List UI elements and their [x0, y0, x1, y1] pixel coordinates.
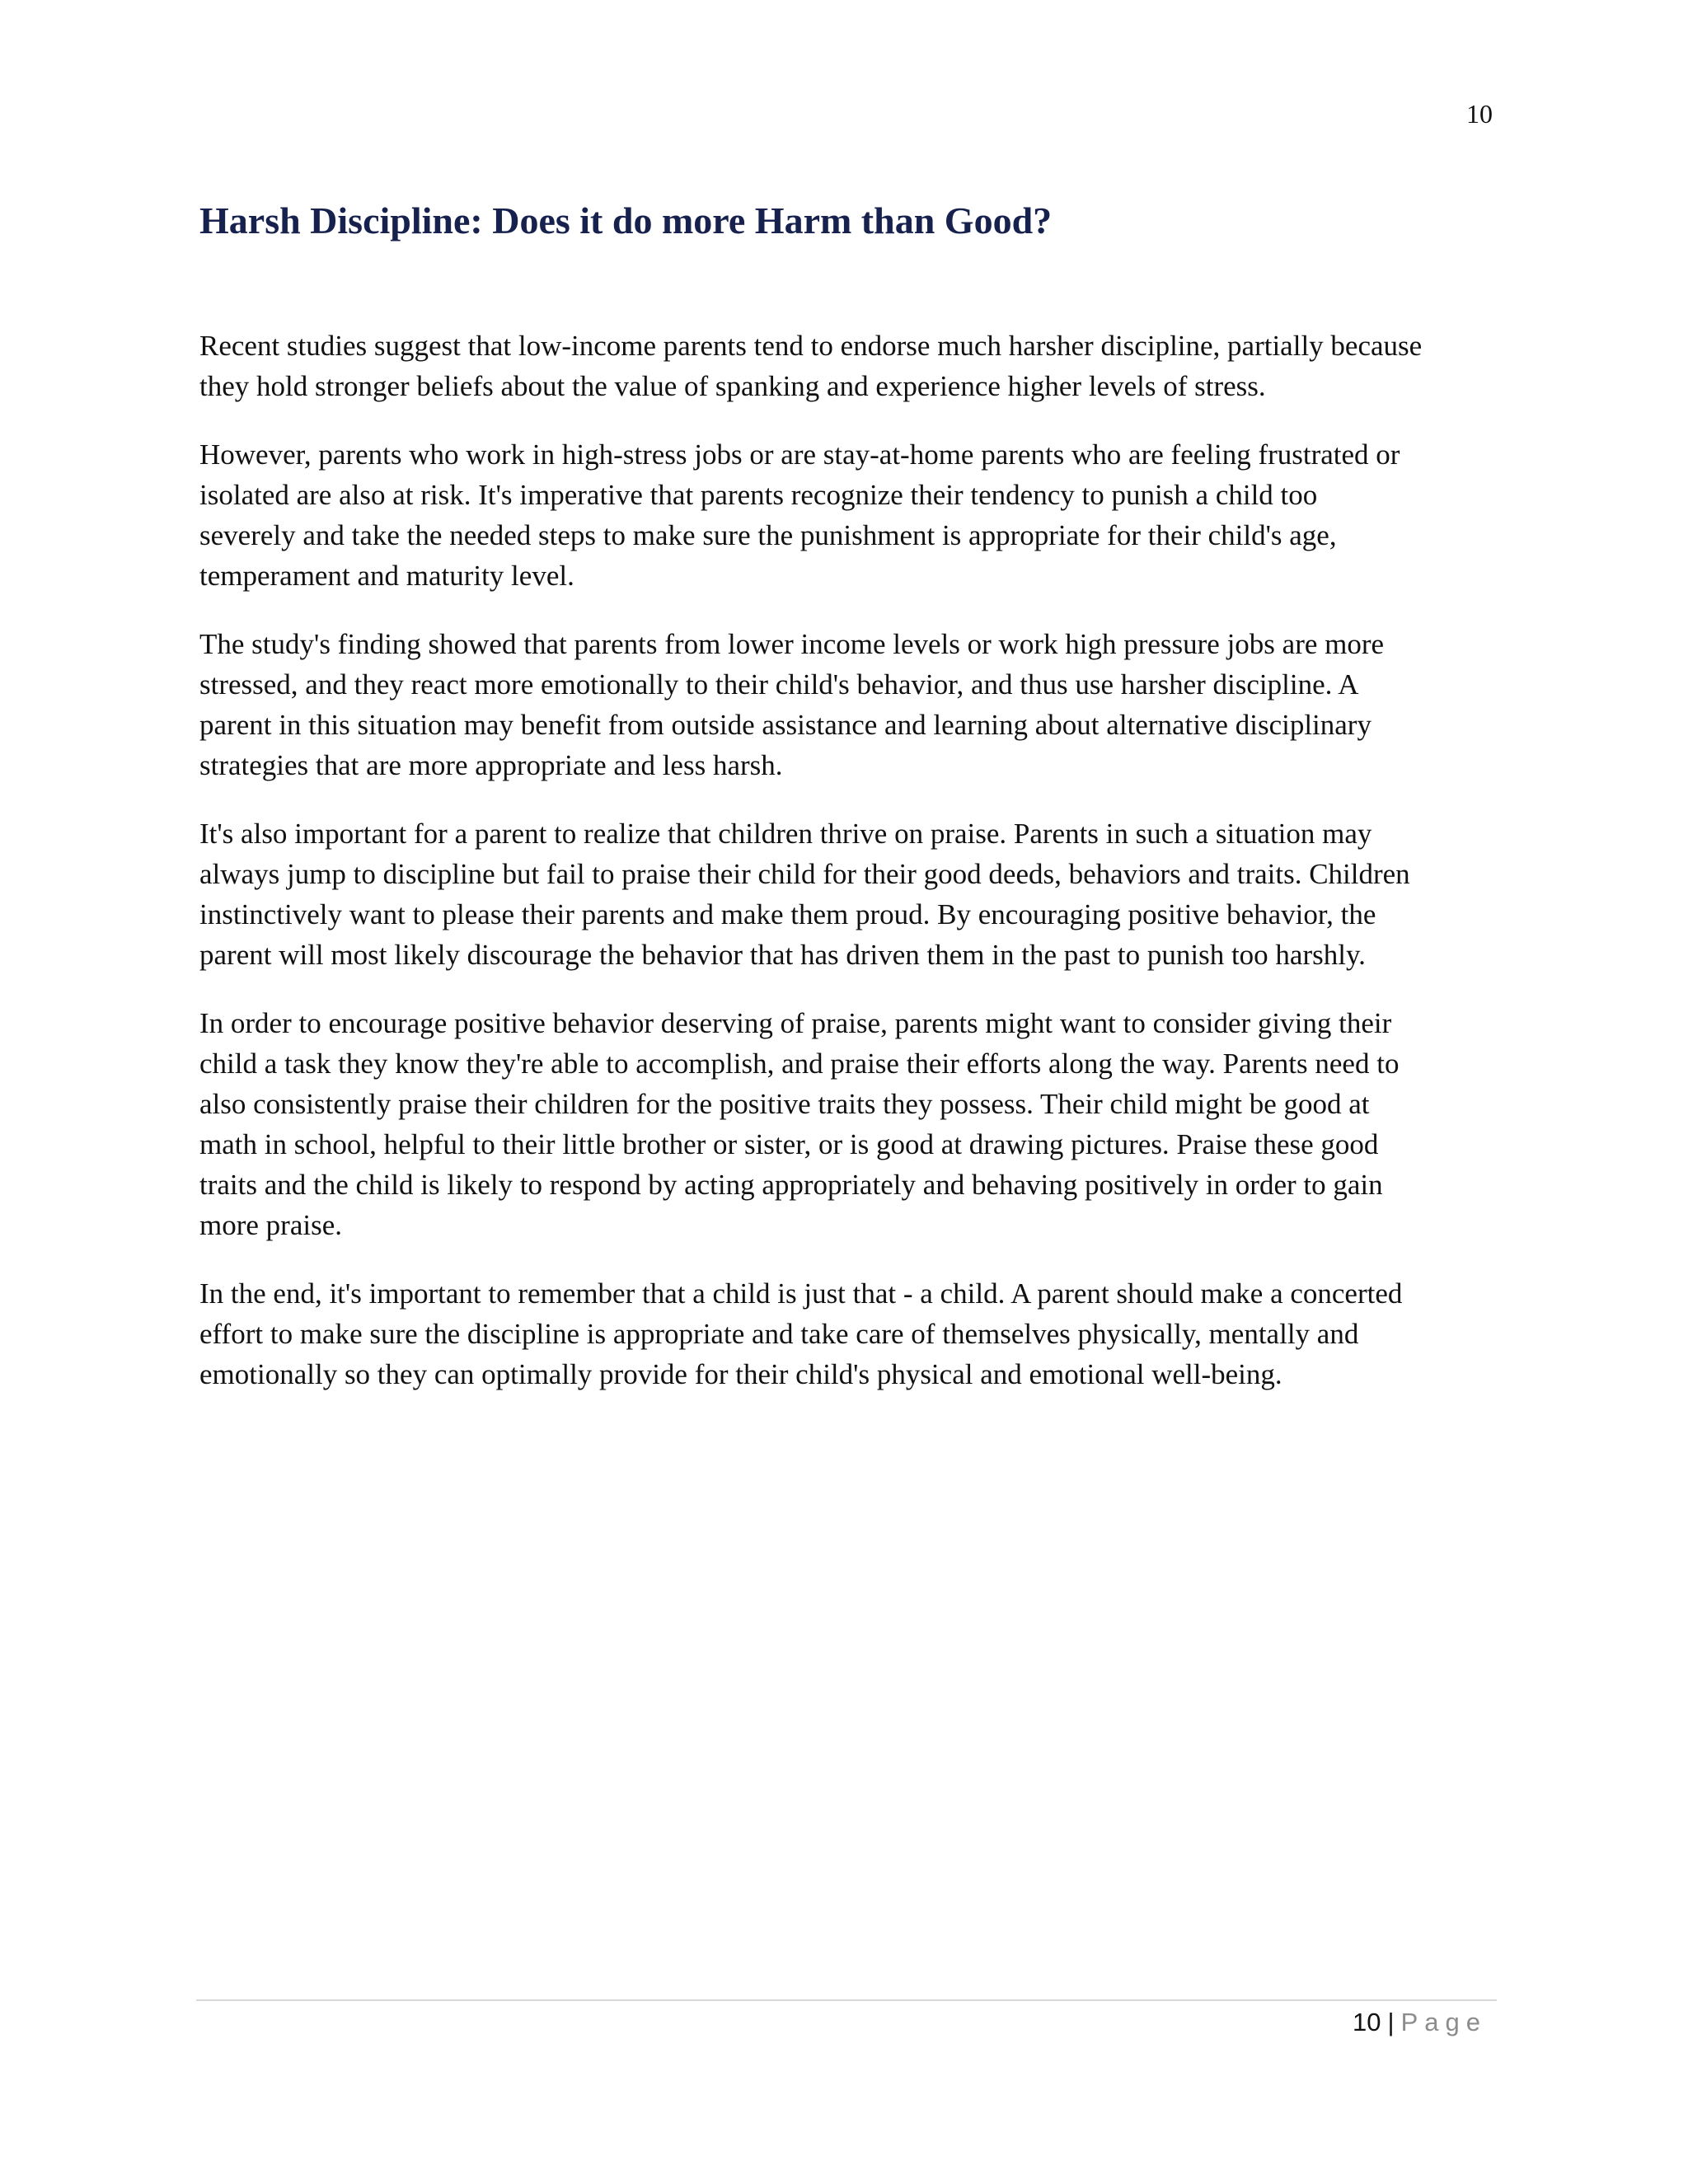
footer-page-indicator — [1353, 2006, 1487, 2039]
document-title: Harsh Discipline: Does it do more Harm than Good? — [199, 199, 1053, 241]
paragraph-3: The study's finding showed that parents from lower income levels or work high pressure jobs are more stressed, and they react more emotionally to their child's behavior, and thus use harsher discipline. A parent in this situation may benefit from outside assistance and learning about alternative disciplinary strategies that are more appropriate and less harsh. — [199, 628, 1385, 781]
document-body — [199, 326, 1502, 1422]
footer-divider — [196, 1999, 1497, 2001]
paragraph-4: It's also important for a parent to realize that children thrive on praise. Parents in such a situation may always jump to discipline but fail to praise their child for their good deeds, behaviors and traits. Children instinctively want to please their parents and make them proud. By encouraging positive behavior, the parent will most likely discourage the behavior that has driven them in the past to punish too harshly. — [199, 818, 1410, 971]
paragraph-2: However, parents who work in high-stress jobs or are stay-at-home parents who are feeling frustrated or isolated are also at risk. It's imperative that parents recognize their tendency to punish a child too severely and take the needed steps to make sure the punishment is appropriate for their child's age, temperament and maturity level. — [199, 438, 1400, 592]
footer-separator: | — [1387, 2008, 1395, 2036]
paragraph-5: In order to encourage positive behavior deserving of praise, parents might want to consider giving their child a task they know they're able to accomplish, and praise their efforts along the way. Parents need to also consistently praise their children for the positive traits they possess. Their child might be good at math in school, helpful to their little brother or sister, or is good at drawing pictures. Praise these good traits and the child is likely to respond by acting appropriately and behaving positively in order to gain more praise. — [199, 1007, 1400, 1241]
footer-page-label: Page — [1400, 2008, 1487, 2036]
paragraph-6: In the end, it's important to remember that a child is just that - a child. A parent should make a concerted effort to make sure the discipline is appropriate and take care of themselves physically, mentally and emotionally so they can optimally provide for their child's physical and emotional well-being. — [199, 1277, 1403, 1390]
footer-page-number: 10 — [1353, 2008, 1381, 2036]
header-page-number: 10 — [1466, 99, 1493, 129]
paragraph-1: Recent studies suggest that low-income parents tend to endorse much harsher discipline, partially because they hold stronger beliefs about the value of spanking and experience higher levels of stress. — [199, 330, 1423, 402]
